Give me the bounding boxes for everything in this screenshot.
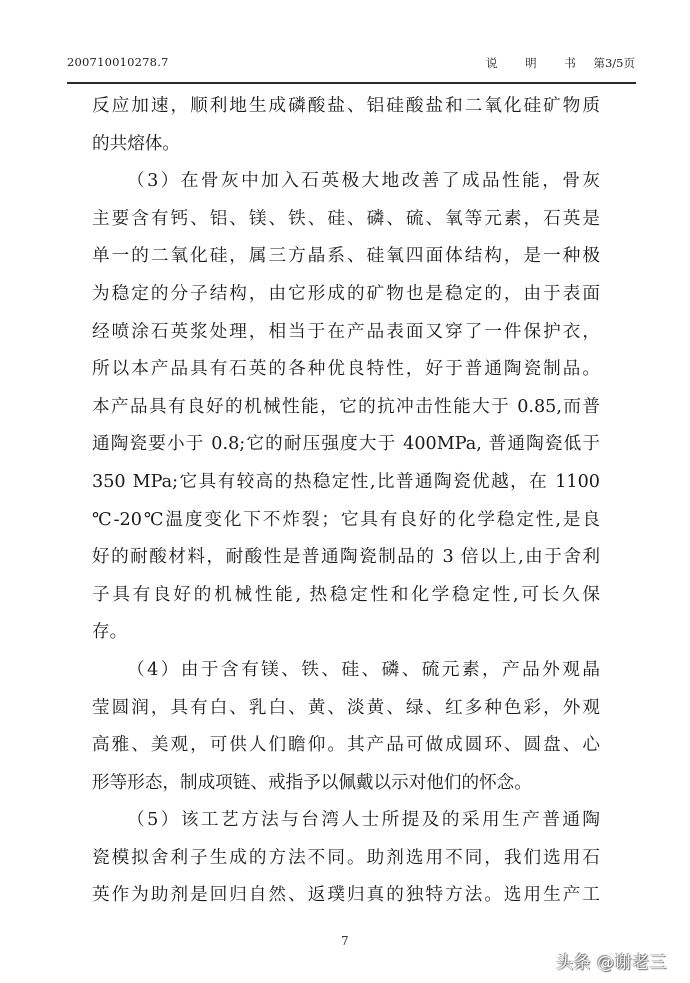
text-line: 的共熔体。 xyxy=(92,133,180,154)
paragraph-5-start: （5）该工艺方法与台湾人士所提及的采用生产普通陶 xyxy=(127,810,600,831)
header-right xyxy=(486,55,635,71)
watermark: 头条 @谢老三 xyxy=(556,953,667,973)
page-header xyxy=(67,55,635,75)
application-number: 200710010278.7 xyxy=(67,55,169,69)
page-info: 第3/5页 xyxy=(593,56,635,70)
header-divider xyxy=(67,82,636,84)
text-line: 子具有良好的机械性能, 热稳定性和化学稳定性,可长久保 xyxy=(92,584,600,605)
text-line: 反应加速，顺利地生成磷酸盐、铝硅酸盐和二氧化硅矿物质 xyxy=(92,96,600,116)
text-line: 瓷模拟舍利子生成的方法不同。助剂选用不同，我们选用石 xyxy=(92,847,600,868)
text-line: 所以本产品具有石英的各种优良特性，好于普通陶瓷制品。 xyxy=(92,359,600,380)
text-line: 为稳定的分子结构，由它形成的矿物也是稳定的，由于表面 xyxy=(92,283,600,304)
text-line: ℃-20℃温度变化下不炸裂；它具有良好的化学稳定性,是良 xyxy=(92,509,600,530)
document-type-title: 说 明 书 xyxy=(486,56,588,70)
text-line: 350 MPa;它具有较高的热稳定性,比普通陶瓷优越，在 1100 xyxy=(92,471,600,492)
text-line: 莹圆润，具有白、乳白、黄、淡黄、绿、红多种色彩，外观 xyxy=(92,697,600,718)
text-line: 单一的二氧化硅，属三方晶系、硅氧四面体结构，是一种极 xyxy=(92,246,600,267)
text-line: 主要含有钙、铝、镁、铁、硅、磷、硫、氧等元素，石英是 xyxy=(92,208,600,229)
paragraph-3-start: （3）在骨灰中加入石英极大地改善了成品性能，骨灰 xyxy=(127,171,600,192)
text-line: 形等形态，制成项链、戒指予以佩戴以示对他们的怀念。 xyxy=(92,772,532,793)
body-text xyxy=(92,88,600,915)
text-line: 英作为助剂是回归自然、返璞归真的独特方法。选用生产工 xyxy=(92,885,600,906)
text-line: 好的耐酸材料，耐酸性是普通陶瓷制品的 3 倍以上,由于舍利 xyxy=(92,547,600,568)
text-line: 存。 xyxy=(92,622,128,643)
text-line: 高雅、美观，可供人们瞻仰。其产品可做成圆环、圆盘、心 xyxy=(92,735,600,756)
page-number: 7 xyxy=(341,934,349,948)
text-line: 经喷涂石英浆处理，相当于在产品表面又穿了一件保护衣， xyxy=(92,321,600,342)
text-line: 通陶瓷要小于 0.8;它的耐压强度大于 400MPa, 普通陶瓷低于 xyxy=(92,434,600,455)
text-line: 本产品具有良好的机械性能，它的抗冲击性能大于 0.85,而普 xyxy=(92,396,600,417)
paragraph-4-start: （4）由于含有镁、铁、硅、磷、硫元素，产品外观晶 xyxy=(127,659,600,680)
